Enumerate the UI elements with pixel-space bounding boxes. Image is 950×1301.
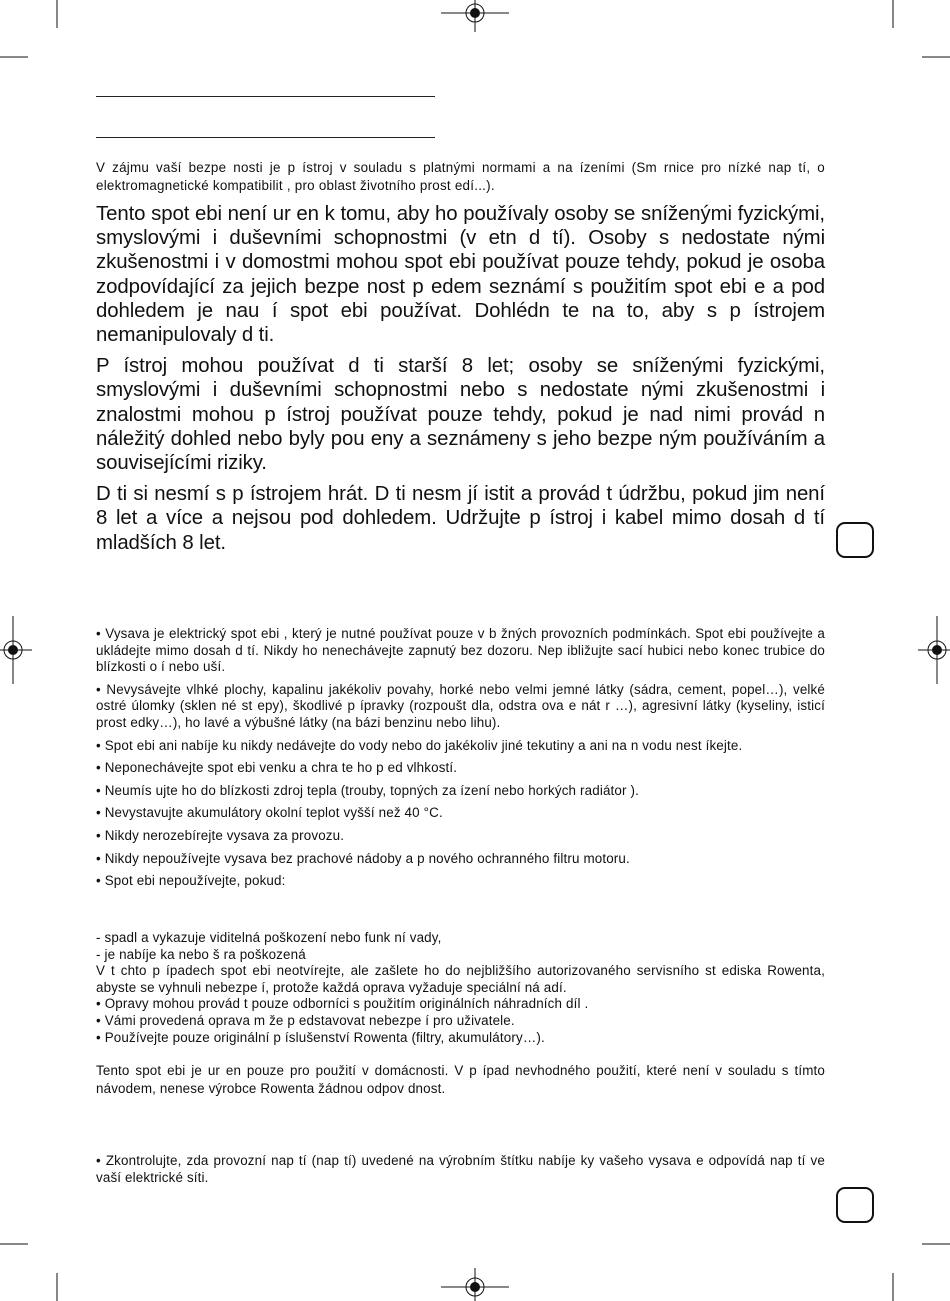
warning-paragraph: Tento spot ebi není ur en k tomu, aby ho používaly osoby se sníženými fyzickými, smyslovými i duševními schopnostmi (v etn d tí). Osoby s nedostate nými zkušenostmi i v domostmi mohou spot ebi používat pouze tehdy, pokud je osoba zodpovídající za jejich bezpe nost p edem seznámí s použitím spot ebi e a pod dohledem je nau í spot ebi používat. Dohlédn te na to, aby s p ístrojem nemanipulovaly d ti. — [96, 203, 825, 347]
list-item: • Vámi provedená oprava m že p edstavovat nebezpe í pro uživatele. — [96, 1012, 515, 1028]
registration-mark-top — [441, 0, 509, 32]
list-item: - spadl a vykazuje viditelná poškození nebo funk ní vady, — [96, 930, 442, 945]
list-item: • Nikdy nerozebírejte vysava za provozu. — [96, 827, 345, 843]
header-rule-top — [96, 96, 435, 97]
list-item: • Neponechávejte spot ebi venku a chra te ho p ed vlhkostí. — [96, 760, 458, 776]
page-tab-top — [836, 522, 874, 558]
warning-paragraph: P ístroj mohou používat d ti starší 8 let; osoby se sníženými fyzickými, smyslovými i duševními schopnostmi nebo s nedostate nými zkušenostmi i znalostmi mohou p ístroj používat pouze tehdy, pokud je nad nimi provád n náležitý dohled nebo byly pou eny a seznámeny s jeho bezpe ným používáním a souvisejícími riziky. — [96, 355, 825, 475]
registration-mark-right — [918, 616, 950, 684]
registration-mark-left — [0, 616, 32, 684]
list-item: • Nevystavujte akumulátory okolní teplot vyšší než 40 °C. — [96, 805, 443, 821]
registration-mark-bottom — [441, 1268, 509, 1301]
main-warnings — [96, 202, 825, 562]
list-item: • Opravy mohou provád t pouze odborníci s použitím originálních náhradních díl . — [96, 996, 589, 1012]
list-item: • Spot ebi nepoužívejte, pokud: — [96, 873, 286, 889]
header-rule-bottom — [96, 137, 435, 138]
safety-bullets — [96, 626, 825, 896]
list-item: • Nikdy nepoužívejte vysava bez prachové nádoby a p nového ochranného filtru motoru. — [96, 850, 630, 866]
page-tab-bottom — [836, 1187, 874, 1223]
intro-paragraph: V zájmu vaší bezpe nosti je p ístroj v souladu s platnými normami a na ízeními (Sm rnice pro nízké nap tí, o elektromagnetické kompatibilit , pro oblast životního prost edí...). — [96, 160, 825, 193]
list-item: • Nevysávejte vlhké plochy, kapalinu jakékoliv povahy, horké nebo velmi jemné látky (sádra, cement, popel…), velké ostré úlomky (sklen né st epy), škodlivé p ípravky (rozpoušt dla, odstra ova e nát r …), agresivní látky (kyseliny, isticí prost edky…), ho lavé a výbušné látky (na bázi benzinu nebo lihu). — [96, 681, 825, 730]
voltage-bullet: • Zkontrolujte, zda provozní nap tí (nap tí) uvedené na výrobním štítku nabíje ky vašeho vysava e odpovídá nap tí ve vaší elektrické síti. — [96, 1153, 825, 1185]
list-item: V t chto p ípadech spot ebi neotvírejte, ale zašlete ho do nejbližšího autorizovaného servisního st ediska Rowenta, abyste se vyhnuli nebezpe í, protože každá oprava vyžaduje speciální ná adí. — [96, 963, 825, 995]
damage-conditions — [96, 930, 825, 1046]
list-item: • Vysava je elektrický spot ebi , který je nutné používat pouze v b žných provozních podmínkách. Spot ebi používejte a ukládejte mimo dosah d tí. Nikdy ho nenechávejte zapnutý bez dozoru. Nep ibližujte sací hubici nebo konec trubice do blízkosti o í nebo uší. — [96, 626, 825, 675]
list-item: • Používejte pouze originální p íslušenství Rowenta (filtry, akumulátory…). — [96, 1029, 545, 1045]
list-item: • Spot ebi ani nabíje ku nikdy nedávejte do vody nebo do jakékoliv jiné tekutiny a ani na n vodu nest íkejte. — [96, 737, 743, 753]
warning-paragraph: D ti si nesmí s p ístrojem hrát. D ti nesm jí istit a provád t údržbu, pokud jim není 8 let a více a nejsou pod dohledem. Udržujte p ístroj i kabel mimo dosah d tí mladších 8 let. — [96, 483, 825, 554]
list-item: - je nabíje ka nebo š ra poškozená — [96, 946, 306, 962]
household-note: Tento spot ebi je ur en pouze pro použití v domácnosti. V p ípad nevhodného použití, které není v souladu s tímto návodem, nenese výrobce Rowenta žádnou odpov dnost. — [96, 1063, 825, 1096]
list-item: • Neumís ujte ho do blízkosti zdroj tepla (trouby, topných za ízení nebo horkých radiátor ). — [96, 782, 639, 798]
